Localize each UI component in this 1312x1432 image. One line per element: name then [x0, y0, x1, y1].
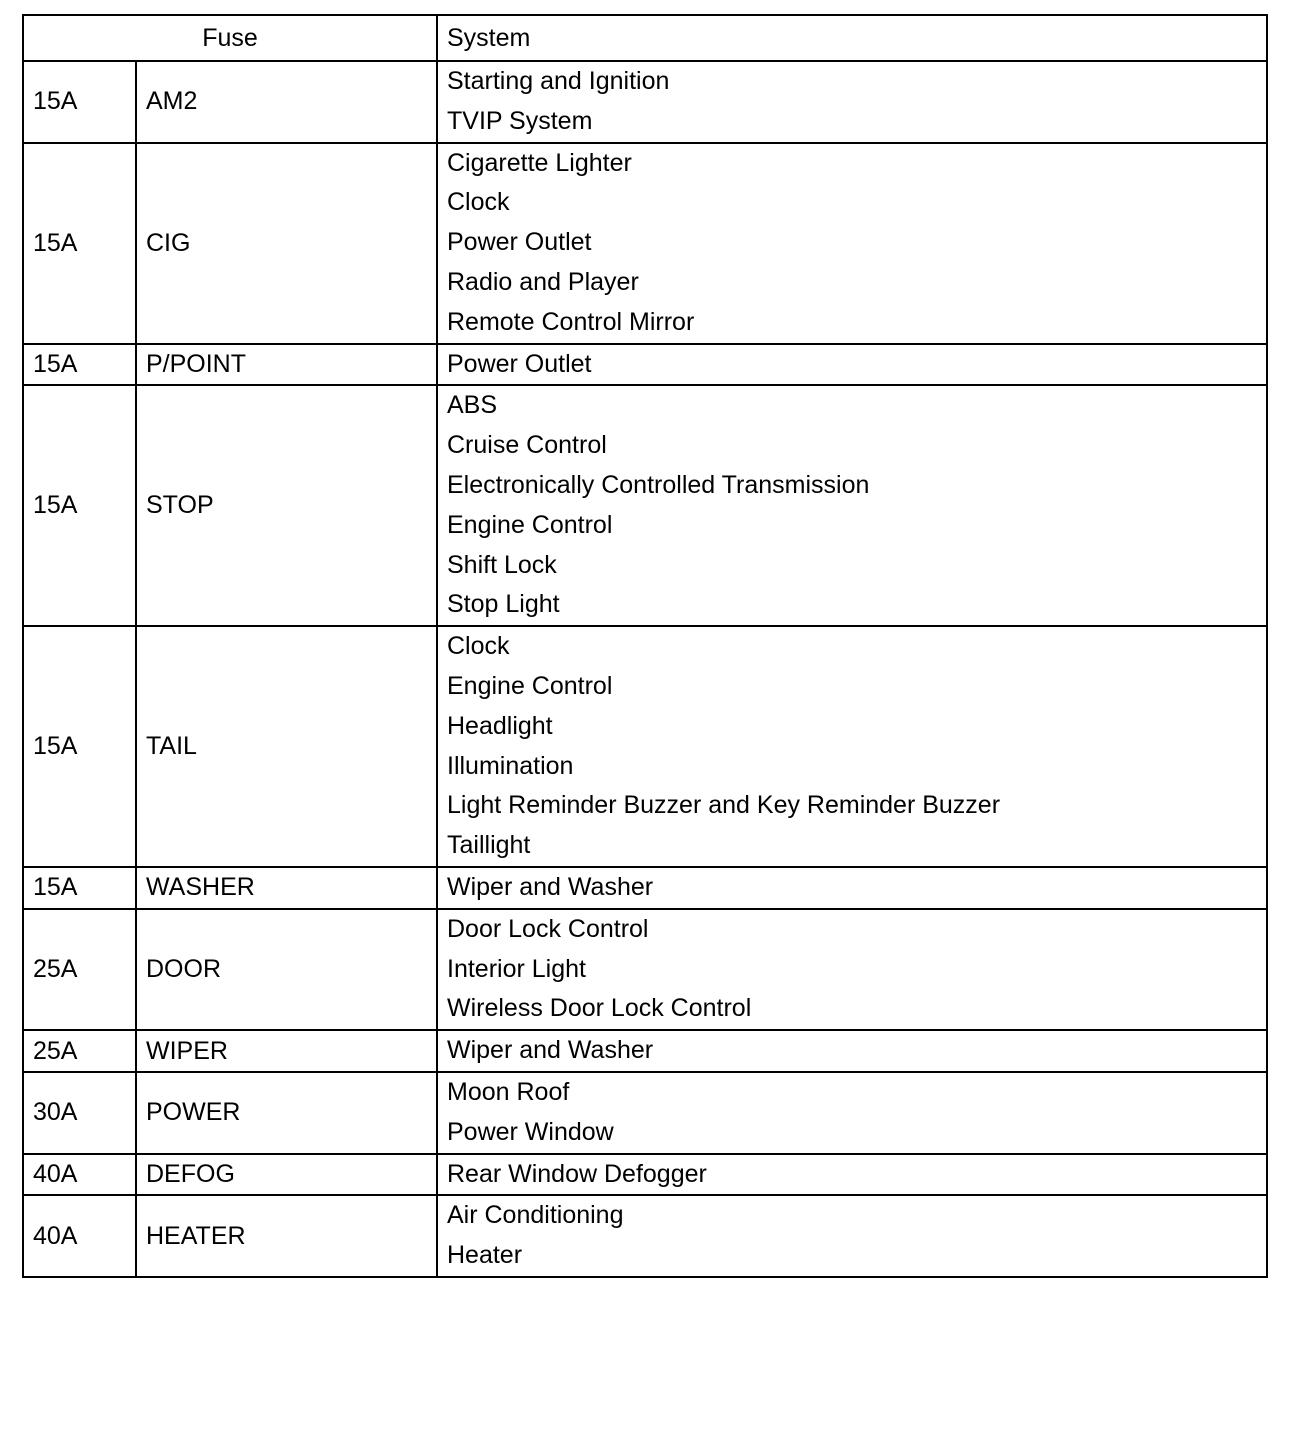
- header-system: System: [437, 15, 1267, 61]
- table-row: [23, 344, 1267, 386]
- fuse-systems: [437, 867, 1267, 909]
- system-item: Cigarette Lighter: [447, 148, 632, 177]
- system-item: Cruise Control: [447, 431, 607, 460]
- fuse-systems: [437, 1030, 1267, 1072]
- fuse-systems: [437, 143, 1267, 344]
- fuse-name: AM2: [136, 61, 437, 143]
- system-item: Remote Control Mirror: [447, 307, 695, 336]
- system-item: Engine Control: [447, 510, 613, 539]
- fuse-systems: [437, 344, 1267, 386]
- table-row: [23, 909, 1267, 1030]
- fuse-systems: [437, 1195, 1267, 1277]
- table-row: [23, 1030, 1267, 1072]
- system-item: Power Outlet: [447, 349, 592, 378]
- system-item: Interior Light: [447, 954, 586, 983]
- system-item: Radio and Player: [447, 267, 639, 296]
- table-row: [23, 1154, 1267, 1196]
- system-item: Wiper and Washer: [447, 1036, 654, 1065]
- table-row: [23, 867, 1267, 909]
- fuse-systems: [437, 1154, 1267, 1196]
- fuse-table: [22, 14, 1268, 1278]
- system-item: Power Outlet: [447, 228, 592, 257]
- fuse-systems: [437, 1072, 1267, 1154]
- table-row: [23, 1195, 1267, 1277]
- system-item: Starting and Ignition: [447, 67, 670, 95]
- system-item: Power Window: [447, 1117, 614, 1146]
- system-item: Air Conditioning: [447, 1201, 624, 1230]
- fuse-name: STOP: [136, 385, 437, 626]
- fuse-name: CIG: [136, 143, 437, 344]
- fuse-amperage: 15A: [23, 626, 136, 867]
- system-item: Light Reminder Buzzer and Key Reminder Buzzer: [447, 791, 1001, 820]
- fuse-amperage: 40A: [23, 1154, 136, 1196]
- system-item: Wireless Door Lock Control: [447, 994, 752, 1023]
- system-item: Stop Light: [447, 590, 560, 619]
- system-item: TVIP System: [447, 106, 593, 135]
- fuse-systems: [437, 909, 1267, 1030]
- fuse-name: WIPER: [136, 1030, 437, 1072]
- fuse-name: TAIL: [136, 626, 437, 867]
- system-item: Taillight: [447, 831, 531, 860]
- system-item: Rear Window Defogger: [447, 1159, 707, 1188]
- fuse-systems: [437, 61, 1267, 143]
- fuse-amperage: 15A: [23, 867, 136, 909]
- system-item: Clock: [447, 188, 510, 217]
- table-row: [23, 1072, 1267, 1154]
- fuse-amperage: 15A: [23, 61, 136, 143]
- fuse-table-body: [23, 61, 1267, 1277]
- fuse-amperage: 25A: [23, 909, 136, 1030]
- fuse-amperage: 15A: [23, 385, 136, 626]
- system-item: Heater: [447, 1241, 523, 1270]
- table-row: [23, 61, 1267, 143]
- header-fuse: Fuse: [23, 15, 437, 61]
- system-item: Electronically Controlled Transmission: [447, 470, 870, 499]
- header-row: [23, 15, 1267, 61]
- system-item: Door Lock Control: [447, 914, 649, 943]
- system-item: Clock: [447, 632, 510, 661]
- system-item: Wiper and Washer: [447, 872, 654, 901]
- system-item: ABS: [447, 391, 498, 420]
- fuse-amperage: 15A: [23, 143, 136, 344]
- system-item: Illumination: [447, 751, 574, 780]
- fuse-name: P/POINT: [136, 344, 437, 386]
- fuse-name: DEFOG: [136, 1154, 437, 1196]
- system-item: Engine Control: [447, 671, 613, 700]
- system-item: Headlight: [447, 711, 553, 740]
- fuse-amperage: 15A: [23, 344, 136, 386]
- fuse-systems: [437, 626, 1267, 867]
- fuse-amperage: 40A: [23, 1195, 136, 1277]
- fuse-name: HEATER: [136, 1195, 437, 1277]
- fuse-amperage: 25A: [23, 1030, 136, 1072]
- fuse-name: POWER: [136, 1072, 437, 1154]
- table-row: [23, 626, 1267, 867]
- system-item: Moon Roof: [447, 1077, 570, 1106]
- fuse-amperage: 30A: [23, 1072, 136, 1154]
- fuse-name: DOOR: [136, 909, 437, 1030]
- fuse-name: WASHER: [136, 867, 437, 909]
- fuse-systems: [437, 385, 1267, 626]
- system-item: Shift Lock: [447, 550, 557, 579]
- table-row: [23, 385, 1267, 626]
- table-row: [23, 143, 1267, 344]
